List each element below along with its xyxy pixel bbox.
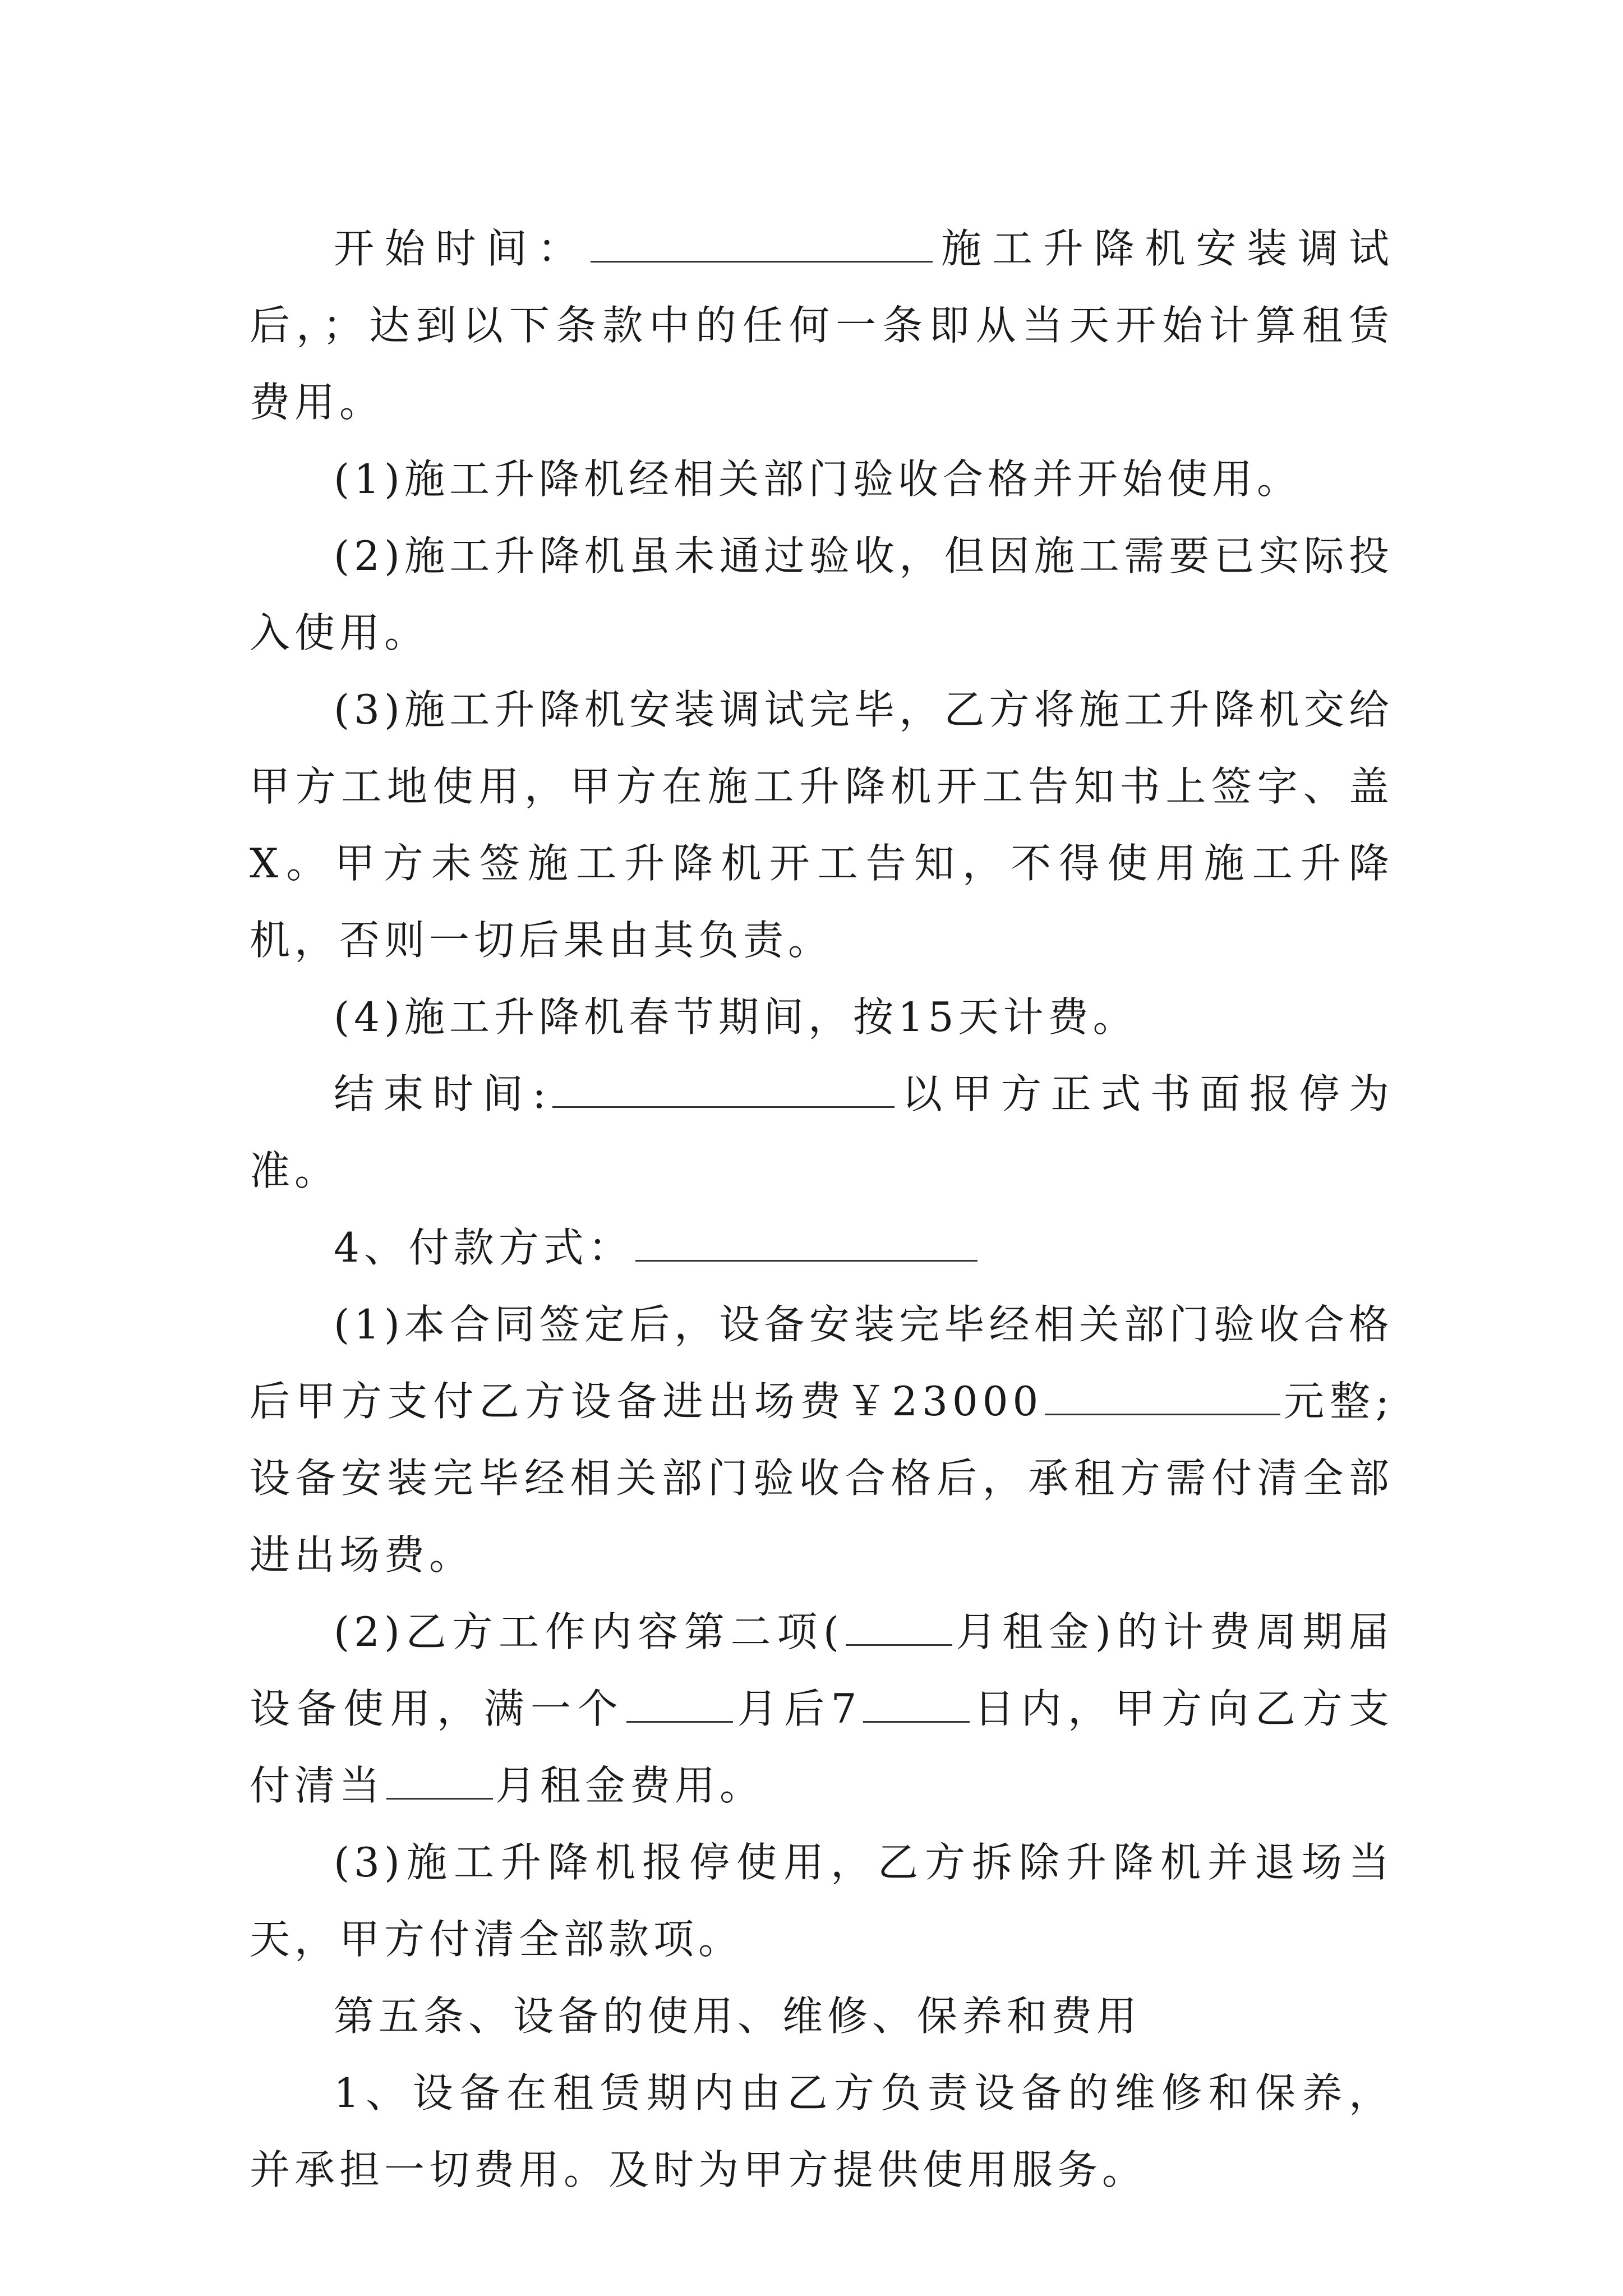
start-time-text: 施工升降机安装调试后，；达到以下条款中的任何一条即从当天开始计算租赁费用。 [250, 225, 1394, 426]
paragraph-payment-3: (3)施工升降机报停使用，乙方拆除升降机并退场当天，甲方付清全部款项。 [250, 1839, 1394, 1963]
payment-method-blank [635, 1222, 978, 1262]
paragraph-start-time [250, 210, 1394, 441]
payment-2-blank-2 [626, 1683, 733, 1723]
paragraph-clause-2: (2)施工升降机虽未通过验收，但因施工需要已实际投入使用。 [250, 532, 1394, 656]
paragraph-clause-4: (4)施工升降机春节期间，按15天计费。 [334, 993, 1138, 1041]
section-heading-article-5: 第五条、设备的使用、维修、保养和费用 [334, 1993, 1142, 2040]
payment-1-text-a: (1)本合同签定后，设备安装完毕经相关部门验收合格后甲方支付乙方设备进出场费￥23000 [250, 1301, 1394, 1425]
paragraph-payment-2 [250, 1594, 1394, 1824]
payment-2-text-d: 日内，甲方向乙方支付清当 [250, 1685, 1394, 1809]
end-time-label: 结束时间: [334, 1070, 551, 1117]
payment-2-blank-4 [386, 1760, 493, 1800]
payment-2-text-c: 月后7 [735, 1685, 861, 1732]
payment-2-blank-3 [863, 1683, 970, 1723]
payment-2-text-a: (2)乙方工作内容第二项( [334, 1608, 843, 1655]
payment-2-blank-1 [846, 1606, 952, 1646]
paragraph-clause-3: (3)施工升降机安装调试完毕，乙方将施工升降机交给甲方工地使用，甲方在施工升降机开工告知书上签字、盖X。甲方未签施工升降机开工告知，不得使用施工升降机，否则一切后果由其负责。 [250, 686, 1394, 964]
payment-2-text-b: 月租金)的计费周期届设备使用，满一个 [250, 1608, 1394, 1732]
payment-1-text-b: 元整;设备安装完毕经相关部门验收合格后，承租方需付清全部进出场费。 [250, 1378, 1394, 1579]
end-time-text: 以甲方正式书面报停为准。 [250, 1070, 1394, 1194]
payment-method-label: 4、付款方式： [334, 1224, 633, 1271]
paragraph-end-time [250, 1056, 1394, 1209]
payment-2-text-e: 月租金费用。 [495, 1762, 765, 1809]
payment-1-blank [1045, 1375, 1280, 1415]
start-time-blank [591, 223, 933, 263]
end-time-blank [552, 1068, 895, 1108]
document-body [250, 210, 1394, 2208]
start-time-label: 开始时间： [334, 225, 589, 272]
paragraph-payment-method [250, 1209, 1394, 1286]
paragraph-clause-1: (1)施工升降机经相关部门验收合格并开始使用。 [334, 455, 1302, 503]
paragraph-payment-1 [250, 1286, 1394, 1594]
paragraph-maintenance-1: 1、设备在租赁期内由乙方负责设备的维修和保养，并承担一切费用。及时为甲方提供使用服务。 [250, 2069, 1394, 2193]
